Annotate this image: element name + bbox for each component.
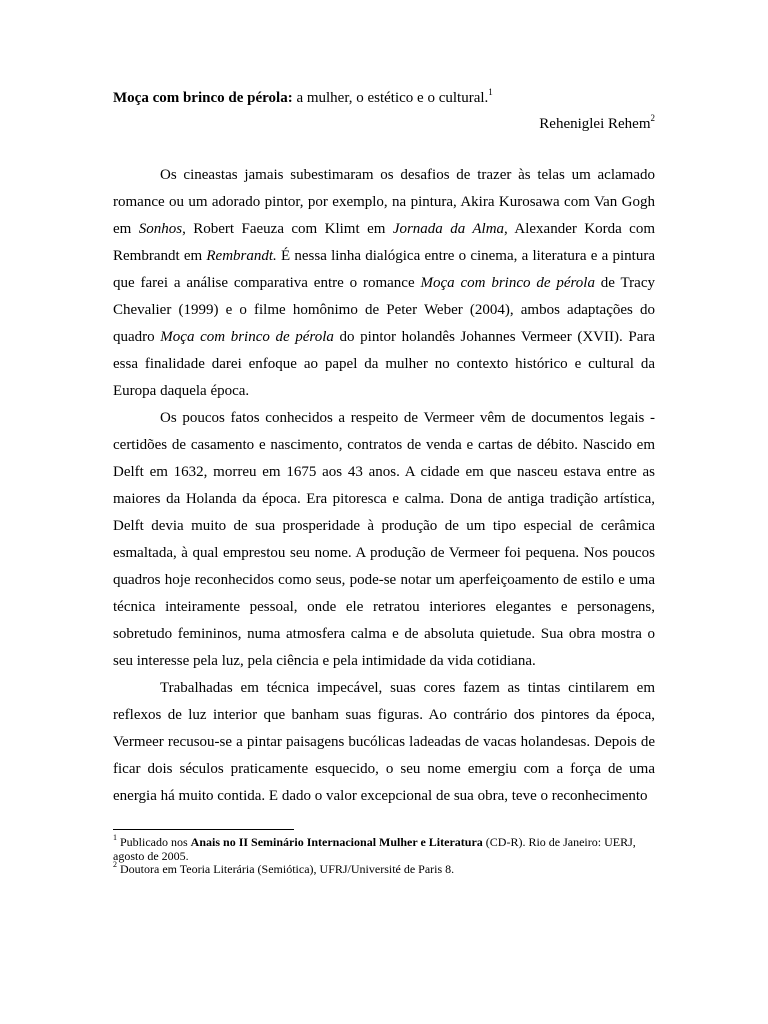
footnote-1 xyxy=(113,833,655,863)
title-bold-part: Moça com brinco de pérola: xyxy=(113,90,293,106)
title-footnote-ref[interactable]: 1 xyxy=(488,87,493,97)
footnote-text: Publicado nos xyxy=(117,835,191,849)
footnote-text: Doutora em Teoria Literária (Semiótica), UFRJ/Université de Paris 8. xyxy=(117,862,455,876)
author-line xyxy=(539,114,655,134)
text-run: , Alexander Korda com Rembrandt em xyxy=(113,221,656,264)
footnote-2-marker: 2 xyxy=(113,860,117,869)
work-title: Moça com brinco de pérola xyxy=(160,329,334,345)
footnotes xyxy=(113,833,655,877)
title-rest: a mulher, o estético e o cultural. xyxy=(292,90,489,106)
text-run: Os cineastas jamais subestimaram os desafios de trazer às telas um aclamado romance ou um adorado pintor, por exemplo, na pintura, Akira Kurosawa com Van Gogh em xyxy=(113,167,655,237)
film-title: Jornada da Alma xyxy=(392,221,505,237)
footnote-1-marker: 1 xyxy=(113,833,117,842)
text-run: do pintor holandês Johannes Vermeer (XVII). Para essa finalidade darei enfoque ao papel da mulher no contexto histórico e cultural da Europa daquela época. xyxy=(113,329,656,399)
paragraph-1 xyxy=(113,162,655,405)
text-run: , Robert Faeuza com Klimt em xyxy=(182,221,393,237)
film-title: Sonhos xyxy=(138,221,183,237)
footnote-2 xyxy=(113,860,655,877)
film-title: Rembrandt. xyxy=(206,248,277,264)
footnote-text: (CD-R). Rio de Janeiro: UERJ, agosto de 2005. xyxy=(113,835,636,863)
text-run: É nessa linha dialógica entre o cinema, a literatura e a pintura que farei a análise comparativa entre o romance xyxy=(113,248,655,291)
paragraph-3: Trabalhadas em técnica impecável, suas cores fazem as tintas cintilarem em reflexos de luz interior que banham suas figuras. Ao contrário dos pintores da época, Vermeer recusou-se a pintar paisagens bucólicas ladeadas de vacas holandesas. Depois de ficar dois séculos praticamente esquecido, o seu nome emergiu com a força de uma energia há muito contida. E dado o valor excepcional de sua obra, teve o reconhecimento xyxy=(113,680,655,804)
footnote-bold-text: Anais no II Seminário Internacional Mulher e Literatura xyxy=(190,835,483,849)
paragraph-2: Os poucos fatos conhecidos a respeito de Vermeer vêm de documentos legais - certidões de casamento e nascimento, contratos de venda e cartas de débito. Nascido em Delft em 1632, morreu em 1675 aos 43 anos. A cidade em que nasceu estava entre as maiores da Holanda da época. Era pitoresca e calma. Dona de antiga tradição artística, Delft devia muito de sua prosperidade à produção de um tipo especial de cerâmica esmaltada, à qual emprestou seu nome. A produção de Vermeer foi pequena. Nos poucos quadros hoje reconhecidos como seus, pode-se notar um aperfeiçoamento de estilo e uma técnica inteiramente pessoal, onde ele retratou interiores elegantes e personagens, sobretudo femininos, numa atmosfera calma e de absoluta quietude. Sua obra mostra o seu interesse pela luz, pela ciência e pela intimidade da vida cotidiana. xyxy=(113,410,655,669)
author-footnote-ref[interactable]: 2 xyxy=(650,113,655,123)
author-name: Reheniglei Rehem xyxy=(539,116,651,132)
text-run: de Tracy Chevalier (1999) e o filme homônimo de Peter Weber (2004), ambos adaptações do quadro xyxy=(113,275,655,345)
document-title xyxy=(113,88,655,108)
footnote-divider xyxy=(113,829,294,830)
work-title: Moça com brinco de pérola xyxy=(420,275,595,291)
document-page xyxy=(113,0,655,1024)
body-text xyxy=(113,162,655,810)
